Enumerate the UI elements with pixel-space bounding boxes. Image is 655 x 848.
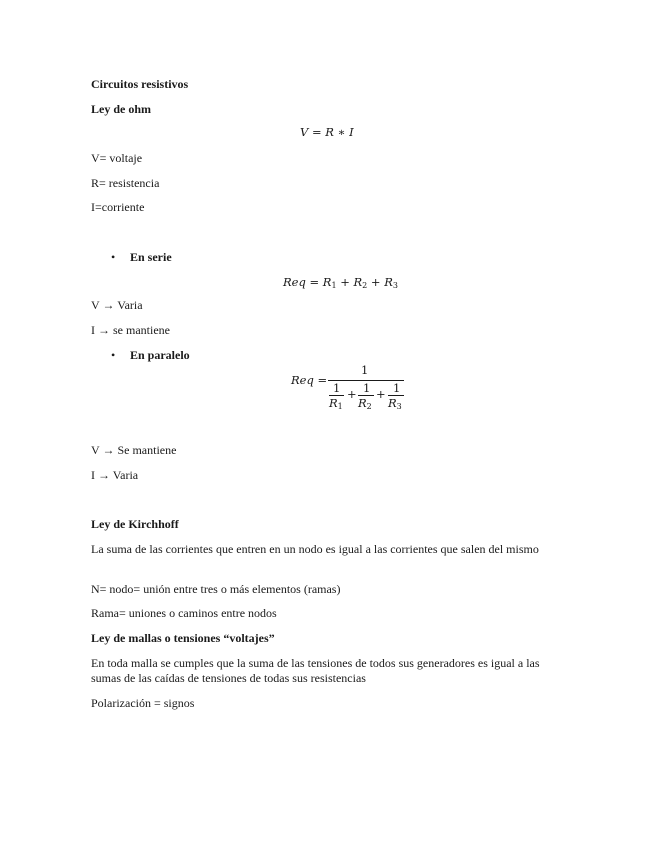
mallas-heading: Ley de mallas o tensiones “voltajes” <box>91 631 275 645</box>
polarizacion-line: Polarización = signos <box>91 696 195 710</box>
serie-s3: 3 <box>392 281 398 290</box>
paralelo-numerator: 1 <box>361 363 369 377</box>
ohm-op: ∗ <box>333 125 350 139</box>
serie-s2: 2 <box>362 281 368 290</box>
serie-r3: R <box>384 275 393 289</box>
plus-2: + <box>376 387 386 401</box>
serie-label: En serie <box>130 250 172 264</box>
paralelo-i-line: I → Varia <box>91 468 139 482</box>
serie-req: Req <box>283 275 306 289</box>
serie-s1: 1 <box>331 281 337 290</box>
frac3-den: $R_3$ <box>388 396 402 411</box>
kirchhoff-nodo: N= nodo= unión entre tres o más elementos (ramas) <box>91 582 341 596</box>
kirchhoff-heading: Ley de Kirchhoff <box>91 517 179 531</box>
ohm-v: V <box>300 125 309 139</box>
serie-r1: R <box>322 275 332 289</box>
frac1-den: $R_1$ <box>329 396 343 411</box>
serie-plus1: + <box>336 275 354 289</box>
serie-plus2: + <box>367 275 385 289</box>
bullet-icon: • <box>111 250 116 264</box>
plus-1: + <box>347 387 357 401</box>
serie-eq: = <box>305 275 323 289</box>
ohm-r: R <box>325 125 334 139</box>
frac2-den: $R_2$ <box>358 396 372 411</box>
mallas-paragraph: En toda malla se cumples que la suma de las tensiones de todos sus generadores es igual a las sumas de las caídas de tensiones de todas sus resistencias <box>91 656 540 685</box>
kirchhoff-paragraph: La suma de las corrientes que entren en un nodo es igual a las corrientes que salen del mismo <box>91 542 539 556</box>
def-voltaje: V= voltaje <box>91 151 143 165</box>
paralelo-req: Req <box>291 373 314 387</box>
paralelo-v-line: V → Se mantiene <box>91 443 177 457</box>
def-corriente: I=corriente <box>91 200 145 214</box>
frac2-num: 1 <box>363 381 371 395</box>
def-resistencia: R= resistencia <box>91 176 160 190</box>
paralelo-label: En paralelo <box>130 348 190 362</box>
ohm-formula <box>300 125 354 139</box>
frac1-num: 1 <box>333 381 341 395</box>
serie-v-line: V → Varia <box>91 298 143 312</box>
ohm-eq: = <box>308 125 326 139</box>
serie-r2: R <box>353 275 363 289</box>
document-title: Circuitos resistivos <box>91 77 189 91</box>
ohm-heading: Ley de ohm <box>91 102 151 116</box>
frac3-num: 1 <box>393 381 401 395</box>
kirchhoff-rama: Rama= uniones o caminos entre nodos <box>91 606 277 620</box>
ohm-i: I <box>349 125 354 139</box>
serie-i-line: I → se mantiene <box>91 323 170 337</box>
bullet-icon: • <box>111 348 116 362</box>
paralelo-eq: = <box>313 373 328 387</box>
serie-formula <box>283 275 398 290</box>
